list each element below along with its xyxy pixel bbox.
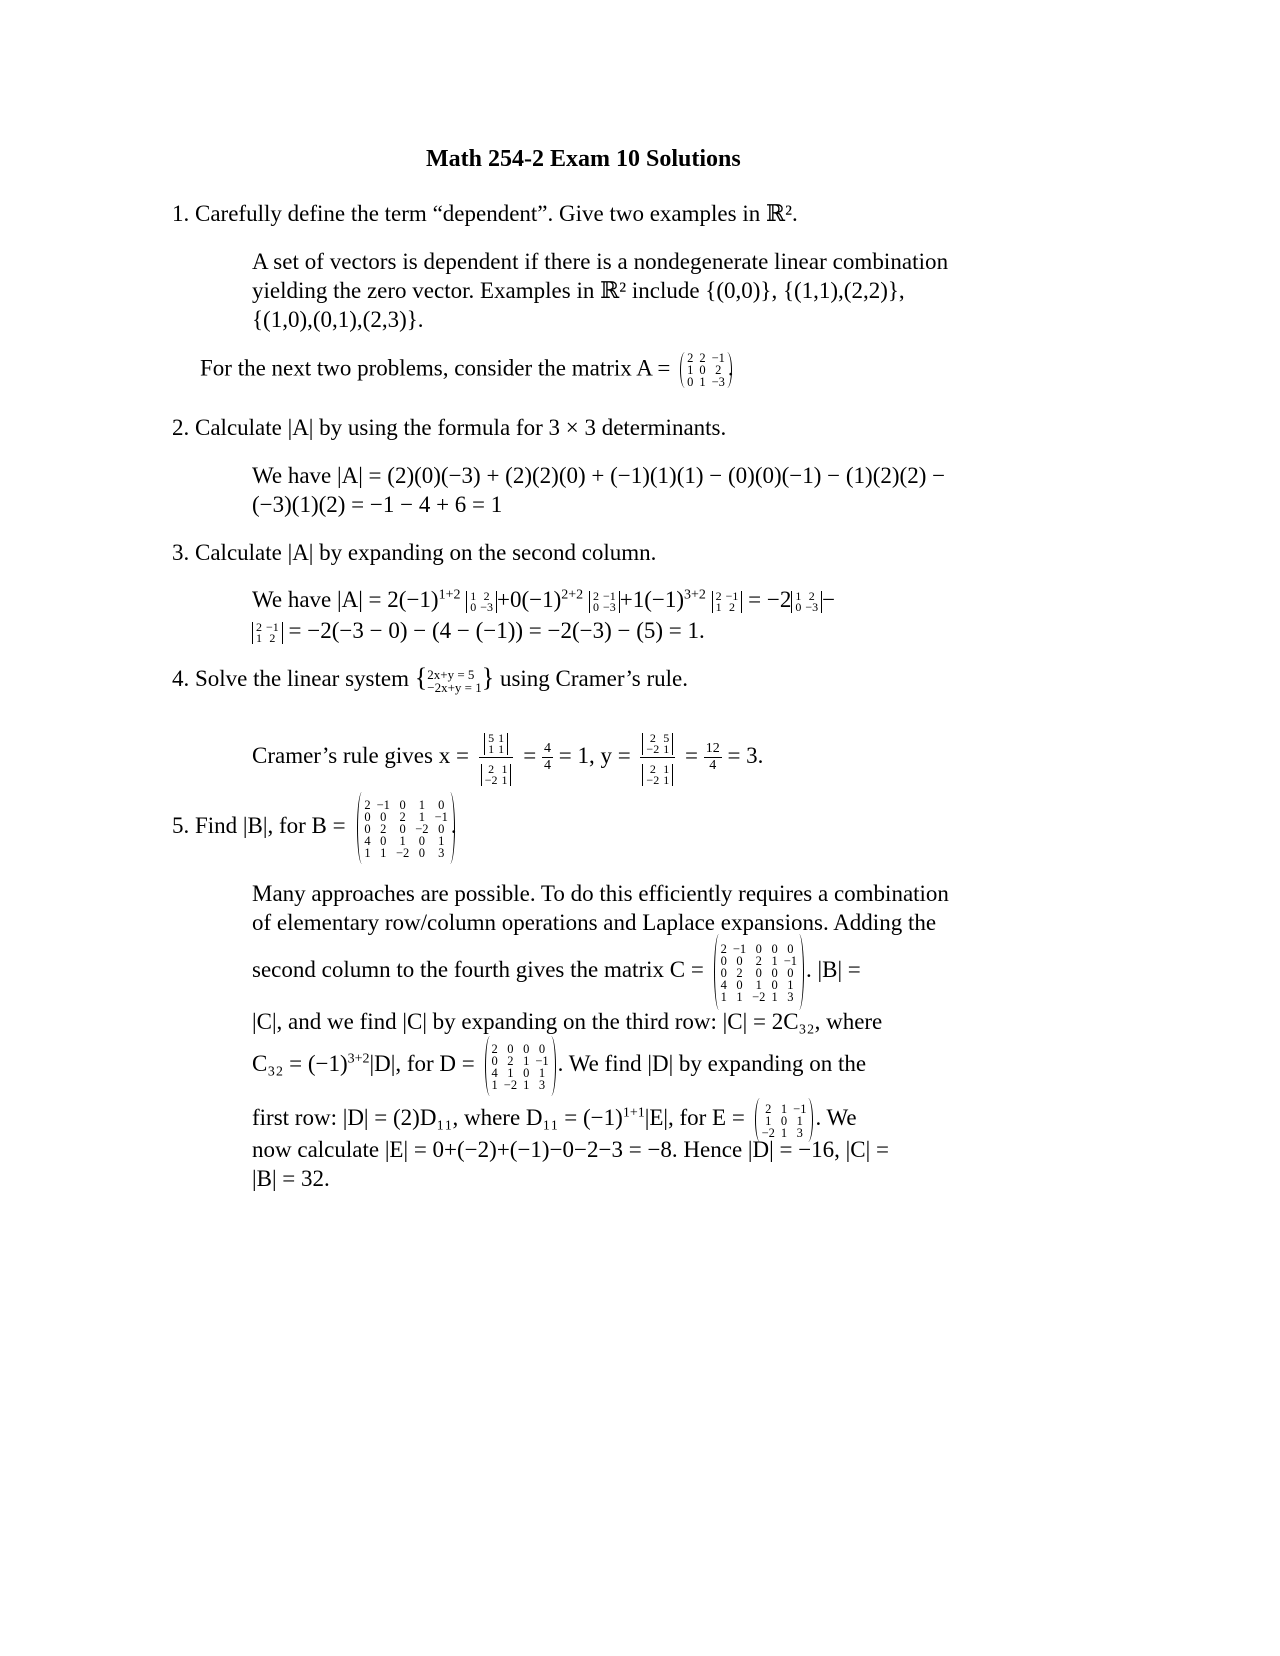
p3-line2-text: = −2(−3 − 0) − (4 − (−1)) = −2(−3) − (5) = 1.	[288, 618, 705, 643]
matrix-entry: 2	[736, 966, 743, 981]
matrix-entry: 4	[364, 834, 371, 849]
problem-3-question: 3. Calculate |A| by expanding on the second column.	[172, 540, 657, 565]
matrix-row	[644, 775, 671, 786]
matrix-entry: 1	[795, 588, 802, 603]
det-x-numerator	[484, 730, 508, 756]
matrix-entry: 1	[488, 741, 495, 756]
matrix-entry: −1	[783, 954, 797, 969]
matrix-row	[361, 847, 451, 859]
matrix-entry: −1	[535, 1054, 549, 1069]
matrix-entry: 2	[720, 942, 727, 957]
matrix-entry: −1	[434, 810, 448, 825]
matrix-row	[254, 633, 281, 644]
matrix-entry: −1	[711, 351, 725, 365]
matrix-entry: 3	[787, 990, 794, 1005]
problem-1-answer-line-3: {(1,0),(0,1),(2,3)}.	[252, 307, 424, 332]
problem-5-answer-line-4: |C|, and we find |C| by expanding on the third row: |C| = 2C₃₂, where	[252, 1009, 883, 1034]
problem-1-question: 1. Carefully define the term “dependent”. Give two examples in ℝ².	[172, 201, 798, 226]
matrix-entry: 3	[438, 846, 445, 861]
matrix-entry: 0	[438, 822, 445, 837]
matrix-c-table	[718, 943, 800, 1003]
p5-text-6c: |E|, for E =	[644, 1105, 745, 1130]
matrix-row	[684, 376, 728, 388]
problem-2-question: 2. Calculate |A| by using the formula for 3 × 3 determinants.	[172, 415, 727, 440]
matrix-entry: 1	[765, 1114, 772, 1129]
matrix-entry: 1	[380, 846, 387, 861]
problem-4-answer	[252, 728, 763, 787]
matrix-entry: −2	[395, 846, 410, 861]
matrix-entry: 1	[438, 834, 445, 849]
problem-5-answer-line-6	[252, 1096, 857, 1142]
matrix-entry: 2	[399, 810, 406, 825]
det-m1-b-table	[793, 588, 820, 614]
matrix-entry: 1	[771, 990, 778, 1005]
p3-exp-2: 2+2	[561, 587, 584, 603]
matrix-e-table	[759, 1103, 810, 1139]
matrix-row	[591, 602, 618, 613]
matrix-entry: 0	[538, 1042, 546, 1057]
problem-1-answer-line-1: A set of vectors is dependent if there is a nondegenerate linear combination	[252, 249, 949, 274]
matrix-entry: 4	[720, 978, 727, 993]
p5-exp-2: 1+1	[622, 1105, 645, 1121]
matrix-a-intro: For the next two problems, consider the matrix A = 2 2 −1 1 0 2 0 1 −3 .	[200, 351, 734, 389]
matrix-entry: 0	[470, 599, 477, 614]
linear-system: { 2x+y = 5 −2x+y = 1 }	[414, 663, 495, 695]
matrix-c	[718, 934, 800, 1010]
matrix-entry: 0	[592, 599, 599, 614]
matrix-entry: 2	[507, 1054, 514, 1069]
det-x-denominator-table	[483, 761, 510, 787]
matrix-a	[684, 352, 728, 388]
matrix-entry: 0	[755, 942, 762, 957]
problem-5-answer-line-1: Many approaches are possible. To do this efficiently requires a combination	[252, 881, 949, 906]
problem-2-answer-line-2: (−3)(1)(2) = −1 − 4 + 6 = 1	[252, 492, 503, 517]
matrix-entry: 1	[498, 730, 505, 745]
matrix-entry: −1	[376, 798, 390, 813]
problem-4-question	[172, 664, 688, 694]
matrix-row	[483, 775, 510, 786]
det-m2-table	[591, 588, 618, 614]
problem-5-answer-line-3	[252, 932, 861, 1010]
matrix-entry: −3	[480, 599, 494, 614]
matrix-entry: 0	[364, 822, 371, 837]
det-m1-table	[468, 588, 495, 614]
matrix-entry: 1	[491, 1078, 498, 1093]
matrix-entry: 0	[755, 966, 762, 981]
matrix-entry: 0	[399, 798, 406, 813]
p3-text-e: +1(−1)	[619, 587, 684, 612]
matrix-entry: 1	[538, 1066, 546, 1081]
problem-5-answer-line-8: |B| = 32.	[252, 1166, 330, 1191]
det-m1	[466, 588, 497, 614]
matrix-entry: 3	[538, 1078, 546, 1093]
matrix-entry: 0	[380, 810, 387, 825]
cramer-x-fraction	[479, 728, 514, 787]
matrix-entry: 0	[736, 954, 743, 969]
matrix-entry: 2	[380, 822, 387, 837]
matrix-entry: 1	[736, 990, 743, 1005]
matrix-entry: 1	[663, 761, 670, 776]
matrix-entry: 2	[715, 588, 722, 603]
matrix-entry: 2	[269, 630, 276, 645]
matrix-row	[644, 744, 671, 755]
matrix-entry: 0	[699, 363, 706, 377]
p5-text-6a: first row: |D| = (2)D₁₁, where D₁₁ = (−1)	[252, 1105, 623, 1130]
matrix-entry: 0	[380, 834, 387, 849]
matrix-d-table	[489, 1043, 552, 1091]
matrix-entry: 5	[488, 730, 495, 745]
matrix-entry: 1	[399, 834, 406, 849]
matrix-entry: −1	[725, 588, 739, 603]
problem-5-answer-line-2: of elementary row/column operations and Laplace expansions. Adding the	[252, 910, 937, 935]
matrix-entry: 1	[507, 1066, 514, 1081]
matrix-entry: 1	[663, 741, 670, 756]
problem-5-question: 5. Find |B|, for B = 2 −1 0 1 0 0 0 2 1 −1 0 2 0 −2 0 4 0 1 0 1 1 1 −2 0 3 .	[172, 790, 457, 864]
matrix-entry: 0	[787, 942, 794, 957]
matrix-entry: −3	[602, 599, 616, 614]
matrix-entry: 0	[418, 834, 426, 849]
matrix-entry: 3	[796, 1126, 803, 1141]
matrix-entry: 0	[438, 798, 445, 813]
p3-text-h: −	[822, 587, 836, 612]
det-m3-b-table	[254, 619, 281, 645]
fraction-12-4	[704, 742, 722, 773]
matrix-entry: −2	[752, 990, 766, 1005]
p5-text-3: second column to the fourth gives the matrix C =	[252, 957, 704, 982]
p3-text-g: = −2	[748, 587, 792, 612]
matrix-entry: −2	[761, 1126, 775, 1141]
fraction-12-4-den: 4	[709, 758, 717, 773]
p5-text-5c: |D|, for D =	[369, 1051, 475, 1076]
matrix-a-table	[684, 352, 728, 388]
matrix-entry: 1	[771, 954, 778, 969]
problem-5-answer-line-5	[252, 1034, 866, 1096]
matrix-entry: 4	[491, 1066, 498, 1081]
matrix-entry: 2	[729, 599, 736, 614]
matrix-entry: 2	[715, 363, 722, 377]
equation-1: 2x+y = 5	[427, 666, 475, 682]
matrix-entry: 1	[256, 630, 262, 645]
problem-5-answer-line-7: now calculate |E| = 0+(−2)+(−1)−0−2−3 = −8. Hence |D| = −16, |C| =	[252, 1137, 889, 1162]
matrix-entry: 2	[687, 351, 694, 365]
matrix-entry: 0	[418, 846, 426, 861]
matrix-entry: −2	[503, 1078, 518, 1093]
matrix-a-intro-text: For the next two problems, consider the matrix A =	[200, 355, 671, 381]
matrix-entry: 2	[755, 954, 762, 969]
matrix-entry: 2	[699, 351, 706, 365]
fraction-4-4-num: 4	[543, 741, 551, 756]
matrix-entry: 1	[501, 772, 508, 787]
matrix-entry: 0	[364, 810, 371, 825]
matrix-entry: 0	[687, 375, 694, 389]
det-m3	[712, 588, 743, 614]
det-m2	[589, 588, 620, 614]
det-x-denominator	[481, 761, 512, 787]
cramer-y-fraction	[640, 728, 675, 787]
p4-text-2: =	[523, 742, 537, 768]
matrix-entry: 0	[771, 978, 778, 993]
det-m1-b	[791, 588, 822, 614]
matrix-entry: 0	[399, 822, 406, 837]
p3-text-a: We have |A| = 2(−1)	[252, 587, 439, 612]
matrix-row	[718, 991, 800, 1003]
fraction-4-4	[542, 742, 553, 773]
matrix-entry: 2	[649, 730, 656, 745]
det-m3-table	[714, 588, 741, 614]
p4-text-3: = 1, y =	[558, 742, 631, 768]
matrix-entry: 1	[755, 978, 762, 993]
det-x-numerator-table	[486, 730, 506, 756]
matrix-entry: 1	[699, 375, 706, 389]
matrix-entry: 0	[491, 1054, 498, 1069]
matrix-b-table	[361, 799, 451, 859]
det-y-denominator-table	[644, 761, 671, 787]
matrix-entry: −1	[732, 942, 747, 957]
p5-text-5d: . We find |D| by expanding on the	[557, 1051, 867, 1076]
matrix-entry: 0	[507, 1042, 514, 1057]
matrix-row	[468, 602, 495, 613]
matrix-entry: 1	[687, 363, 694, 377]
matrix-entry: 1	[364, 846, 371, 861]
matrix-entry: 2	[256, 619, 262, 634]
p5-text-6d: . We	[815, 1105, 857, 1130]
matrix-entry: 1	[663, 772, 670, 787]
matrix-entry: 2	[649, 761, 656, 776]
page-title: Math 254-2 Exam 10 Solutions	[426, 146, 741, 172]
problem-3-answer-line-1	[252, 586, 835, 614]
matrix-entry: 0	[523, 1066, 530, 1081]
matrix-entry: 1	[523, 1078, 530, 1093]
problem-3-answer-line-2	[252, 617, 705, 645]
p4-text-1: Cramer’s rule gives x =	[252, 742, 469, 768]
matrix-entry: −2	[415, 822, 429, 837]
matrix-entry: 1	[470, 588, 477, 603]
matrix-entry: 5	[663, 730, 670, 745]
matrix-entry: 0	[780, 1114, 788, 1129]
matrix-entry: −1	[793, 1102, 807, 1117]
matrix-entry: −1	[266, 619, 279, 634]
matrix-entry: −1	[602, 588, 616, 603]
problem-2-answer-line-1: We have |A| = (2)(0)(−3) + (2)(2)(0) + (−1)(1)(1) − (0)(0)(−1) − (1)(2)(2) −	[252, 463, 946, 488]
matrix-row	[486, 744, 506, 755]
matrix-entry: −2	[646, 741, 660, 756]
matrix-entry: 0	[795, 599, 802, 614]
matrix-entry: 1	[418, 810, 426, 825]
matrix-row	[489, 1079, 552, 1091]
matrix-entry: 1	[780, 1102, 788, 1117]
matrix-entry: 1	[720, 990, 727, 1005]
matrix-entry: 1	[780, 1126, 788, 1141]
matrix-entry: 2	[491, 1042, 498, 1057]
matrix-b	[361, 792, 451, 864]
matrix-entry: 2	[364, 798, 371, 813]
p4-text-4: =	[684, 742, 698, 768]
matrix-d	[489, 1036, 552, 1096]
matrix-entry: 2	[765, 1102, 772, 1117]
matrix-entry: −2	[484, 772, 498, 787]
matrix-entry: 2	[483, 588, 490, 603]
matrix-entry: 2	[592, 588, 599, 603]
matrix-entry: 0	[736, 978, 743, 993]
matrix-entry: 0	[771, 942, 778, 957]
matrix-entry: 2	[488, 761, 495, 776]
p3-exp-3: 3+2	[683, 587, 706, 603]
det-y-denominator	[642, 761, 673, 787]
det-y-numerator-table	[644, 730, 671, 756]
fraction-4-4-den: 4	[543, 758, 551, 773]
p4-text-5: = 3.	[727, 742, 764, 768]
p4-question-text-1: 4. Solve the linear system	[172, 666, 409, 691]
p5-text-5a: C₃₂ = (−1)	[252, 1051, 348, 1076]
matrix-entry: 0	[720, 954, 727, 969]
p3-exp-1: 1+2	[438, 587, 461, 603]
matrix-entry: 1	[787, 978, 794, 993]
fraction-12-4-num: 12	[705, 741, 720, 756]
equation-2: −2x+y = 1	[427, 679, 482, 695]
matrix-entry: 1	[498, 741, 505, 756]
matrix-row	[793, 602, 820, 613]
matrix-entry: −3	[711, 375, 725, 389]
problem-1-answer-line-2: yielding the zero vector. Examples in ℝ² include {(0,0)}, {(1,1),(2,2)},	[252, 278, 905, 303]
matrix-entry: 1	[418, 798, 426, 813]
matrix-entry: −3	[805, 599, 819, 614]
matrix-row	[714, 602, 741, 613]
matrix-entry: 0	[787, 966, 794, 981]
matrix-entry: 1	[796, 1114, 803, 1129]
p3-text-c: +0(−1)	[497, 587, 562, 612]
p5-exp-1: 3+2	[347, 1051, 370, 1067]
matrix-entry: 0	[523, 1042, 530, 1057]
matrix-entry: 1	[501, 761, 508, 776]
p4-question-text-2: using Cramer’s rule.	[499, 666, 688, 691]
matrix-entry: −2	[646, 772, 660, 787]
det-y-numerator	[642, 730, 673, 756]
p5-text-3b: . |B| =	[806, 957, 861, 982]
det-m3-b	[252, 619, 283, 645]
matrix-entry: 1	[523, 1054, 530, 1069]
matrix-entry: 0	[771, 966, 778, 981]
matrix-entry: 1	[715, 599, 722, 614]
p5-question-text: 5. Find |B|, for B =	[172, 813, 346, 838]
matrix-entry: 0	[720, 966, 727, 981]
matrix-entry: 2	[808, 588, 815, 603]
